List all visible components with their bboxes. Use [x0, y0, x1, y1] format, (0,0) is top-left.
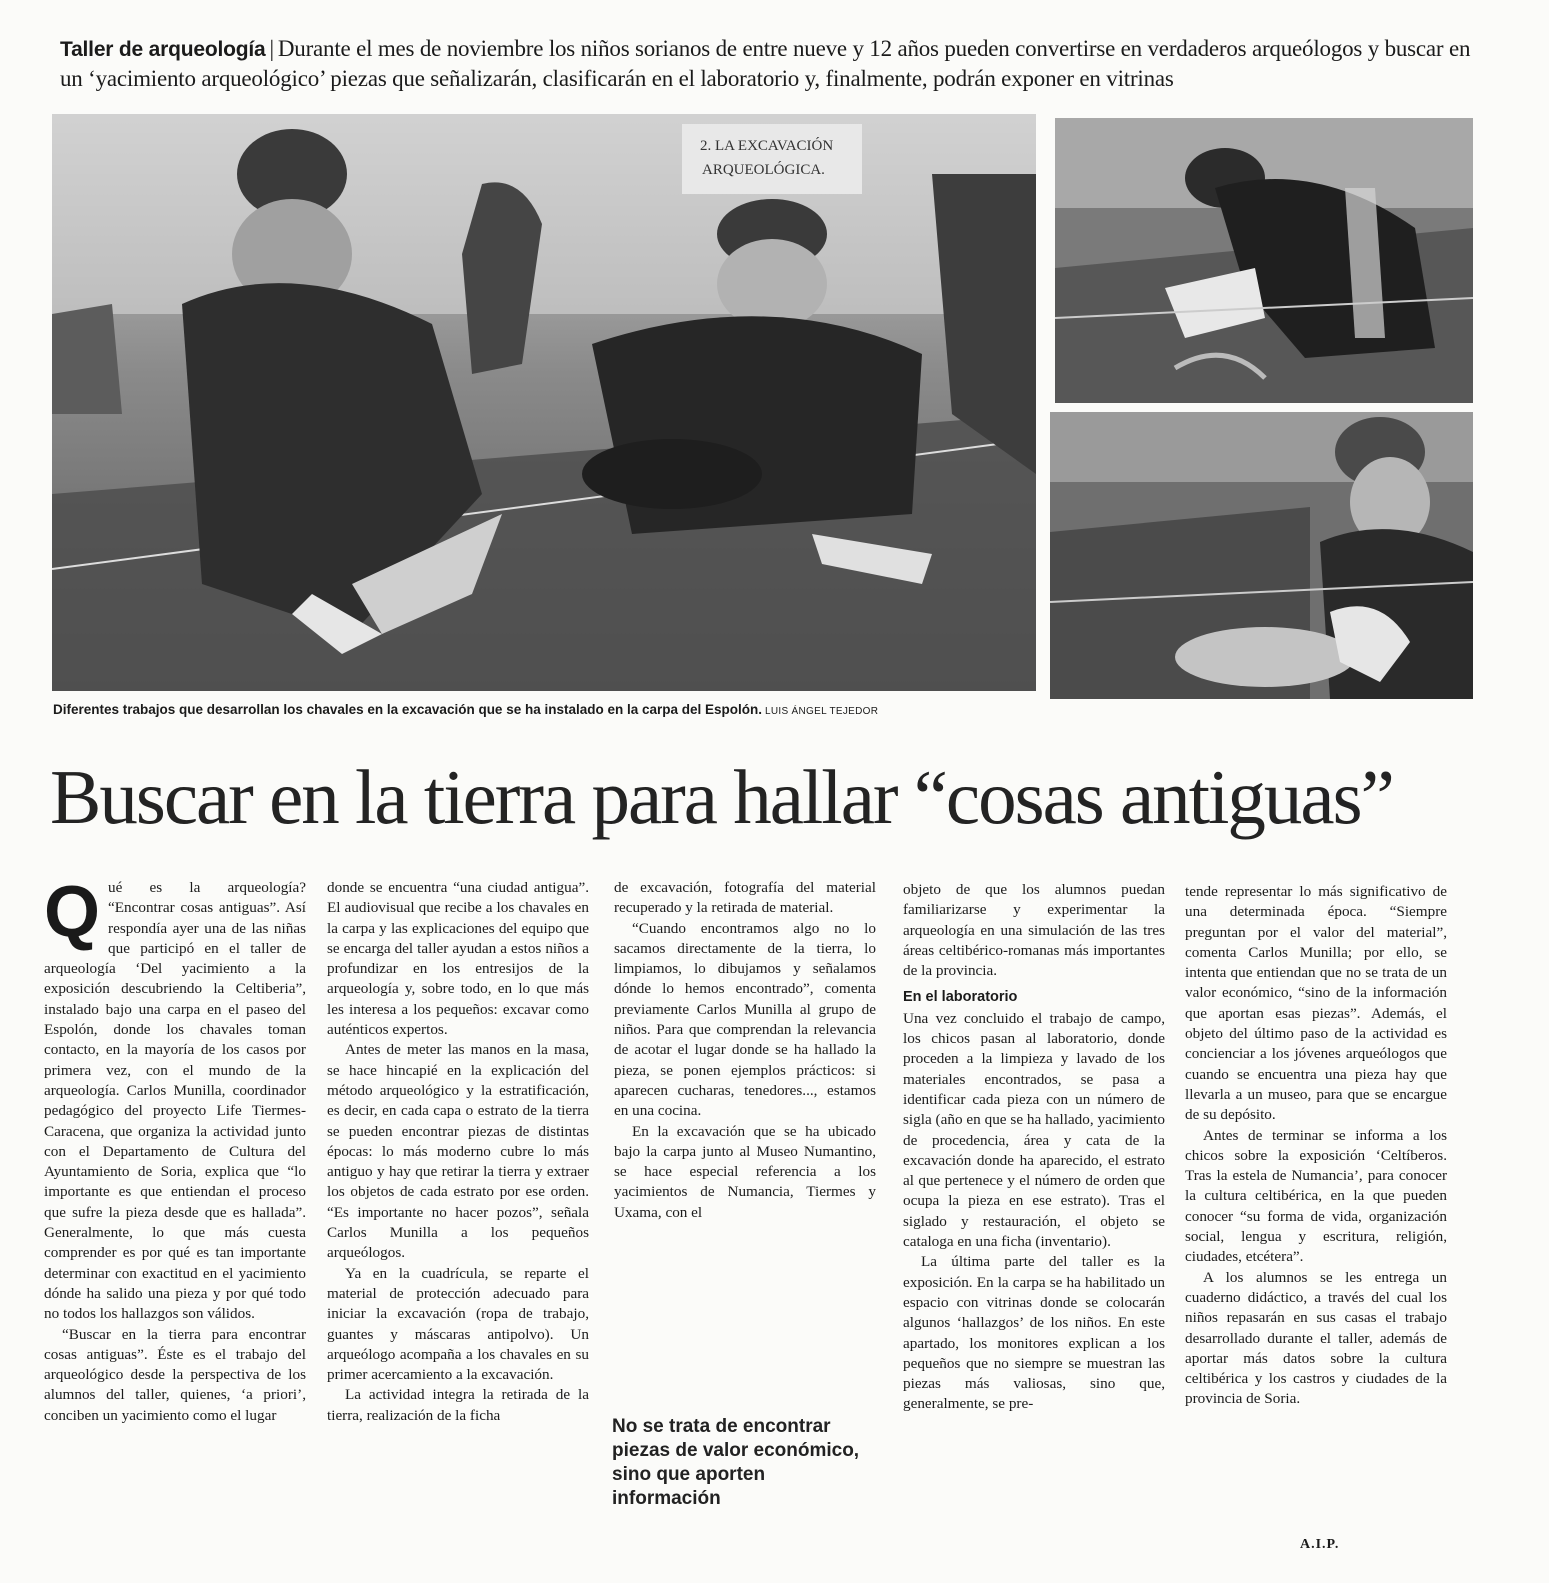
kicker-separator: | [269, 36, 274, 61]
section-kicker: Taller de arqueología [60, 38, 266, 61]
paragraph: Antes de meter las manos en la masa, se hace hincapié en la explicación del método arqueológico y la estratificación, es decir, en cada capa o estrato de la tierra se pueden encontrar piezas de distintas épocas: lo más moderno cubre lo más antiguo y hay que retirar la tierra y extraer los objetos de cada estrato por ese orden. “Es importante no hacer pozos”, señala Carlos Munilla a los pequeños arqueólogos. [327, 1041, 589, 1262]
article-column-2 [327, 878, 589, 1426]
lede-text: Durante el mes de noviembre los niños sorianos de entre nueve y 12 años pueden convertirse en verdaderos arqueólogos y buscar en un ‘yacimiento arqueológico’ piezas que señalizarán, clasificarán en el laboratorio y, finalmente, podrán exponer en vitrinas [60, 36, 1471, 91]
article-column-3 [614, 878, 876, 1223]
subheading: En el laboratorio [903, 989, 1018, 1006]
sign-line-1: 2. LA EXCAVACIÓN [700, 138, 834, 154]
article-column-5 [1185, 882, 1447, 1410]
pull-quote: No se trata de encontrar piezas de valor económico, sino que aporten información [612, 1416, 860, 1509]
headline: Buscar en la tierra para hallar “cosas antiguas” [50, 754, 1393, 840]
main-photo [52, 114, 1036, 691]
photo-credit: LUIS ÁNGEL TEJEDOR [765, 706, 879, 717]
main-photo-illustration [52, 114, 1036, 691]
sign-line-2: ARQUEOLÓGICA. [702, 162, 825, 178]
paragraph: A los alumnos se les entrega un cuaderno didáctico, a través del cual los niños repasarán en sus casas el trabajo desarrollado durante el taller, además de aportar más datos sobre la cultura celtibérica y los castros y ciudades de la provincia de Soria. [1185, 1268, 1447, 1408]
paragraph: Ya en la cuadrícula, se reparte el material de protección adecuado para iniciar la excavación (ropa de trabajo, guantes y máscaras antipolvo). Un arqueólogo acompaña a los chavales en su primer acercamiento a la excavación. [327, 1264, 589, 1384]
bottom-right-photo [1050, 412, 1473, 699]
article-column-1 [44, 872, 306, 1426]
paragraph: Antes de terminar se informa a los chicos sobre la exposición ‘Celtíberos. Tras la estela de Numancia’, para conocer la cultura celtibérica, en la que pueden conocer “su forma de vida, organización social, lengua y escritura, religión, ciudades, etcétera”. [1185, 1126, 1447, 1266]
paragraph: tende representar lo más significativo de una determinada época. “Siempre preguntan por el valor del material”, comenta Carlos Munilla; por ello, se intenta que entiendan que no se trata de un valor económico, “sino de la información que aportan esas piezas”. Además, el objeto del último paso de la actividad es concienciar a los jóvenes arqueólogos que cuando se encuentra una pieza hay que llevarla a un museo, para que se encargue de su depósito. [1185, 883, 1447, 1124]
paragraph: ué es la arqueología? “Encontrar cosas antiguas”. Así respondía ayer una de las niñas que participó en el taller de arqueología ‘Del yacimiento a la exposición descubriendo la Celtiberia”, instalado bajo una carpa en el paseo del Espolón, donde los chavales toman contacto, en la mayoría de los casos por primera vez, con el mundo de la arqueología. Carlos Munilla, coordinador pedagógico del proyecto Life Tiermes-Caracena, que organiza la actividad junto con el Departamento de Cultura del Ayuntamiento de Soria, explica que “lo importante es que entiendan el proceso que sufre la pieza desde que es hallada”. Generalmente, lo que más cuesta comprender es por qué es tan importante determinar con exactitud en el yacimiento dónde ha salido una pieza y por qué todo no todos los hallazgos son válidos. [44, 879, 306, 1323]
paragraph: “Cuando encontramos algo no lo sacamos directamente de la tierra, lo limpiamos, lo dibujamos y señalamos dónde lo hemos encontrado”, comenta previamente Carlos Munilla al grupo de niños. Para que comprendan la relevancia de acotar el lugar donde se ha hallado la pieza, se ponen ejemplos prácticos: si aparecen cucharas, tenedores..., estamos en una cocina. [614, 919, 876, 1120]
drop-cap: Q [44, 872, 101, 952]
top-right-photo-illustration [1055, 118, 1473, 403]
paragraph: objeto de que los alumnos puedan familiarizarse y experimentar la arqueología en una simulación de las tres áreas celtibérico-romanas más importantes de la provincia. [903, 881, 1165, 980]
paragraph: donde se encuentra “una ciudad antigua”. El audiovisual que recibe a los chavales en la carpa y las explicaciones del equipo que se encarga del taller ayudan a estos niños a profundizar en los entresijos de la arqueología y, sobre todo, en lo que más les interesa a los pequeños: excavar como auténticos expertos. [327, 879, 589, 1039]
paragraph: La actividad integra la retirada de la tierra, realización de la ficha [327, 1386, 589, 1424]
bottom-right-photo-illustration [1050, 412, 1473, 699]
photo-caption [53, 702, 1043, 717]
paragraph: La última parte del taller es la exposición. En la carpa se ha habilitado un espacio con vitrinas donde se colocarán algunos ‘hallazgos’ de los niños. En este apartado, los monitores explican a los pequeños que no siempre se muestran las piezas más valiosas, sino que, generalmente, se pre- [903, 1253, 1165, 1413]
article-column-4 [903, 880, 1165, 1415]
paragraph: En la excavación que se ha ubicado bajo la carpa junto al Museo Numantino, se hace especial referencia a los yacimientos de Numancia, Tiermes y Uxama, con el [614, 1122, 876, 1221]
caption-text: Diferentes trabajos que desarrollan los chavales en la excavación que se ha instalado en la carpa del Espolón. [53, 702, 763, 717]
paragraph: “Buscar en la tierra para encontrar cosas antiguas”. Éste es el trabajo del arqueológico desde la perspectiva de los alumnos del taller, quienes, ‘a priori’, conciben un yacimiento como el lugar [44, 1325, 306, 1424]
lede [60, 34, 1480, 93]
author-signature: A.I.P. [1300, 1537, 1340, 1552]
paragraph: de excavación, fotografía del material recuperado y la retirada de material. [614, 879, 876, 917]
paragraph: Una vez concluido el trabajo de campo, los chicos pasan al laboratorio, donde proceden a la limpieza y lavado de los materiales encontrados, se pasa a identificar cada pieza con un número de sigla (año en que se ha hallado, yacimiento de procedencia, área y cata de la excavación donde ha aparecido, el estrato al que pertenece y el número de orden que ocupa la pieza en ese estrato). Tras el siglado y restauración, el objeto se cataloga en una ficha (inventario). [903, 1009, 1165, 1251]
top-right-photo [1055, 118, 1473, 403]
